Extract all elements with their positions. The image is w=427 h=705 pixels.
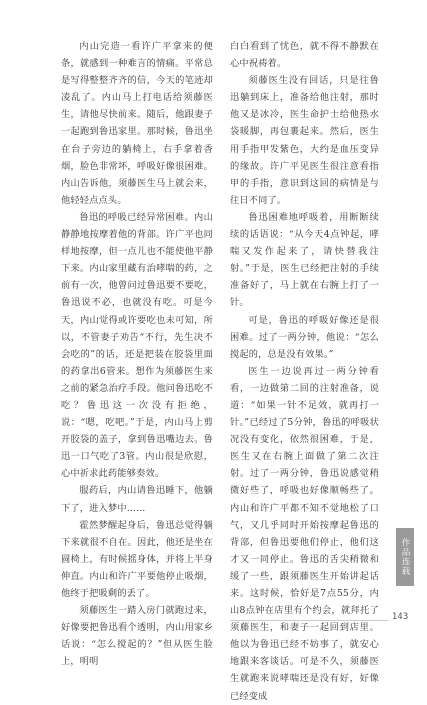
paragraph: 白白看到了忧色，就不得不静默在心中祝祷着。 xyxy=(230,41,379,70)
paragraph: 须藤医生一踏入房门就跑过来，好像要把鲁迅看个透明，内山用家乡话说：“怎么搅起的？”但从医生脸上，明明 xyxy=(61,605,213,668)
paragraph: 鲁迅的呼吸已经异常困难。内山静静地按摩着他的背部。许广平也同样地按摩，但一点儿也不能使他平静下来。内山家里藏有治哮喘的药，之前有一次，他曾问过鲁迅要不要吃，鲁迅说不必，也就没有吃。可是今天，内山觉得或许要吃也未可知，所以，不管妻子劝告“不行，先生决不会吃的”的话，还是把装在胶袋里面的药拿出6管来。想作为须藤医生来之前的紧急治疗手段。他问鲁迅吃不吃？鲁迅这一次没有拒绝，说：“嗯，吃吧。”于是，内山马上剪开胶袋的盖子，拿到鲁迅嘴边去。鲁迅一口气吃了3管。内山很是欣慰，心中祈求此药能够奏效。 xyxy=(61,211,213,480)
section-tab: 作品连载 xyxy=(396,528,414,586)
paragraph: 鲁迅困难地呼吸着，用断断续续的话语说：“从今天4点钟起，哮喘又发作起来了，请快替我注射。”于是，医生已经把注射的手续准备好了，马上就在右腕上打了一针。 xyxy=(230,211,379,309)
paragraph: 内山完造一看许广平拿来的便条，就感到一种难言的情痛。平常总是写得整整齐齐的信，今天的笔迹却凌乱了。内山马上打电话给须藤医生，请他尽快前来。随后，他跟妻子一起跑到鲁迅家里。那时候，鲁迅坐在台子旁边的躺椅上，右手拿着香烟，脸色非常坏，呼吸好像很困难。内山告诉他，须藤医生马上就会来，他轻轻点点头。 xyxy=(61,41,213,206)
paragraph: 可是，鲁迅的呼吸好像还是很困难。过了一两分钟，他说：“怎么搅起的，总是没有效果。” xyxy=(230,314,379,360)
paragraph: 服药后，内山请鲁迅睡下，他躺下了，进入梦中…… xyxy=(61,485,213,514)
footer-divider xyxy=(230,620,388,621)
right-column xyxy=(230,38,379,705)
paragraph: 霍然梦醒起身后，鲁迅总觉得躺下来就很不自在。因此，他还是坐在圆椅上，有时候摇身体，并将上半身伸直。内山和许广平要他停止吸烟，他终于把吸剩的丢了。 xyxy=(61,519,213,599)
page-number: 143 xyxy=(392,612,409,622)
paragraph: 医生一边说再过一两分钟看看，一边做第二回的注射准备，说道：“如果一针不足效，就再打一针。”已经过了5分钟，鲁迅的呼吸状况没有变化，依然很困难，于是，医生又在右腕上面做了第二次注射。过了一两分钟，鲁迅说感觉稍微好些了，呼吸也好像顺畅些了。内山和许广平都不知不觉地松了口气，又几乎同时开始按摩起鲁迅的背部，但鲁迅要他们停止，他们这才又一同停止。鲁迅的舌尖稍微和缓了一些，跟须藤医生开始讲起话来。这时候，恰好是7点55分，内山8点钟在店里有个约会，就拜托了须藤医生，和妻子一起回到店里。他以为鲁迅已经不妨事了，就安心地跟来客谈话。可是不久，须藤医生就跑来说哮喘还是没有好，好像已经变成 xyxy=(230,365,379,702)
left-column xyxy=(61,38,213,670)
paragraph: 须藤医生没有回话，只是往鲁迅躺到床上，准备给他注射，那时他又是冰冷，医生命护士给他热水袋暖脚，再包裹起来。然后，医生用手指甲发紫色，大约是血压变异的缘故。许广平见医生很注意看指甲的手指，意识到这回的病情是与往日不同了。 xyxy=(230,75,379,206)
